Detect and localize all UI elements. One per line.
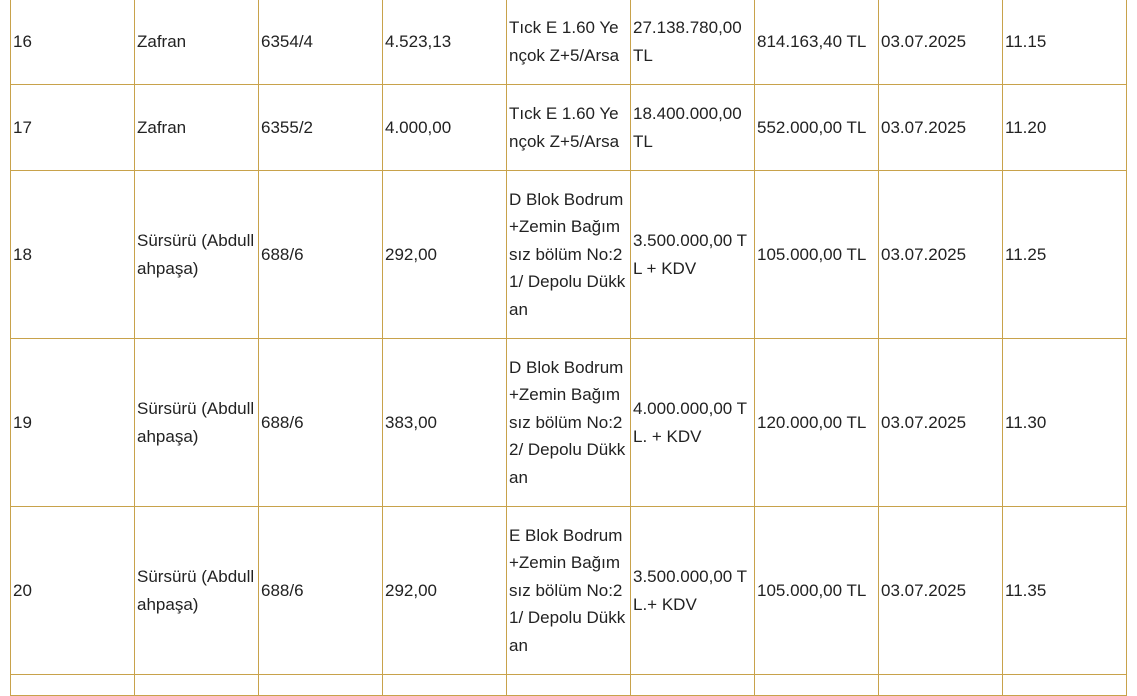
area-cell: 4.000,00 (383, 85, 507, 171)
deposit-cell: 105.000,00 TL (755, 507, 879, 675)
location-cell: Sürsürü (Abdullahpaşa) (135, 171, 259, 339)
price-cell: 3.500.000,00 TL.+ KDV (631, 507, 755, 675)
location-cell: Zafran (135, 0, 259, 85)
location-cell: Sürsürü (Abdullahpaşa) (135, 507, 259, 675)
deposit-cell: 105.000,00 TL (755, 171, 879, 339)
description-cell: D Blok Bodrum+Zemin Bağımsız bölüm No:21/ Depolu Dükkan (507, 171, 631, 339)
time-cell: 11.35 (1003, 507, 1127, 675)
area-cell: 4.523,13 (383, 0, 507, 85)
empty-cell (755, 675, 879, 696)
time-cell: 11.30 (1003, 339, 1127, 507)
deposit-cell: 552.000,00 TL (755, 85, 879, 171)
row-number: 19 (11, 339, 135, 507)
description-cell: D Blok Bodrum+Zemin Bağımsız bölüm No:22/ Depolu Dükkan (507, 339, 631, 507)
description-cell: E Blok Bodrum+Zemin Bağımsız bölüm No:21/ Depolu Dükkan (507, 507, 631, 675)
parcel-cell: 6354/4 (259, 0, 383, 85)
table-row (11, 507, 1127, 675)
description-cell: Tıck E 1.60 Yençok Z+5/Arsa (507, 0, 631, 85)
area-cell: 292,00 (383, 171, 507, 339)
empty-cell (135, 675, 259, 696)
parcel-cell: 688/6 (259, 507, 383, 675)
deposit-cell: 120.000,00 TL (755, 339, 879, 507)
parcel-cell: 688/6 (259, 171, 383, 339)
date-cell: 03.07.2025 (879, 0, 1003, 85)
price-cell: 3.500.000,00 TL + KDV (631, 171, 755, 339)
empty-cell (631, 675, 755, 696)
time-cell: 11.20 (1003, 85, 1127, 171)
empty-cell (11, 675, 135, 696)
area-cell: 292,00 (383, 507, 507, 675)
row-number: 16 (11, 0, 135, 85)
date-cell: 03.07.2025 (879, 171, 1003, 339)
table-row-partial (11, 675, 1127, 696)
table-row (11, 171, 1127, 339)
location-cell: Sürsürü (Abdullahpaşa) (135, 339, 259, 507)
table-row (11, 339, 1127, 507)
row-number: 17 (11, 85, 135, 171)
area-cell: 383,00 (383, 339, 507, 507)
auction-table (10, 0, 1127, 696)
description-cell: Tıck E 1.60 Yençok Z+5/Arsa (507, 85, 631, 171)
price-cell: 4.000.000,00 TL. + KDV (631, 339, 755, 507)
parcel-cell: 6355/2 (259, 85, 383, 171)
deposit-cell: 814.163,40 TL (755, 0, 879, 85)
time-cell: 11.25 (1003, 171, 1127, 339)
table-row (11, 85, 1127, 171)
empty-cell (259, 675, 383, 696)
date-cell: 03.07.2025 (879, 85, 1003, 171)
empty-cell (507, 675, 631, 696)
price-cell: 18.400.000,00 TL (631, 85, 755, 171)
table-row (11, 0, 1127, 85)
price-cell: 27.138.780,00 TL (631, 0, 755, 85)
empty-cell (1003, 675, 1127, 696)
location-cell: Zafran (135, 85, 259, 171)
time-cell: 11.15 (1003, 0, 1127, 85)
row-number: 20 (11, 507, 135, 675)
parcel-cell: 688/6 (259, 339, 383, 507)
empty-cell (879, 675, 1003, 696)
empty-cell (383, 675, 507, 696)
date-cell: 03.07.2025 (879, 339, 1003, 507)
date-cell: 03.07.2025 (879, 507, 1003, 675)
row-number: 18 (11, 171, 135, 339)
